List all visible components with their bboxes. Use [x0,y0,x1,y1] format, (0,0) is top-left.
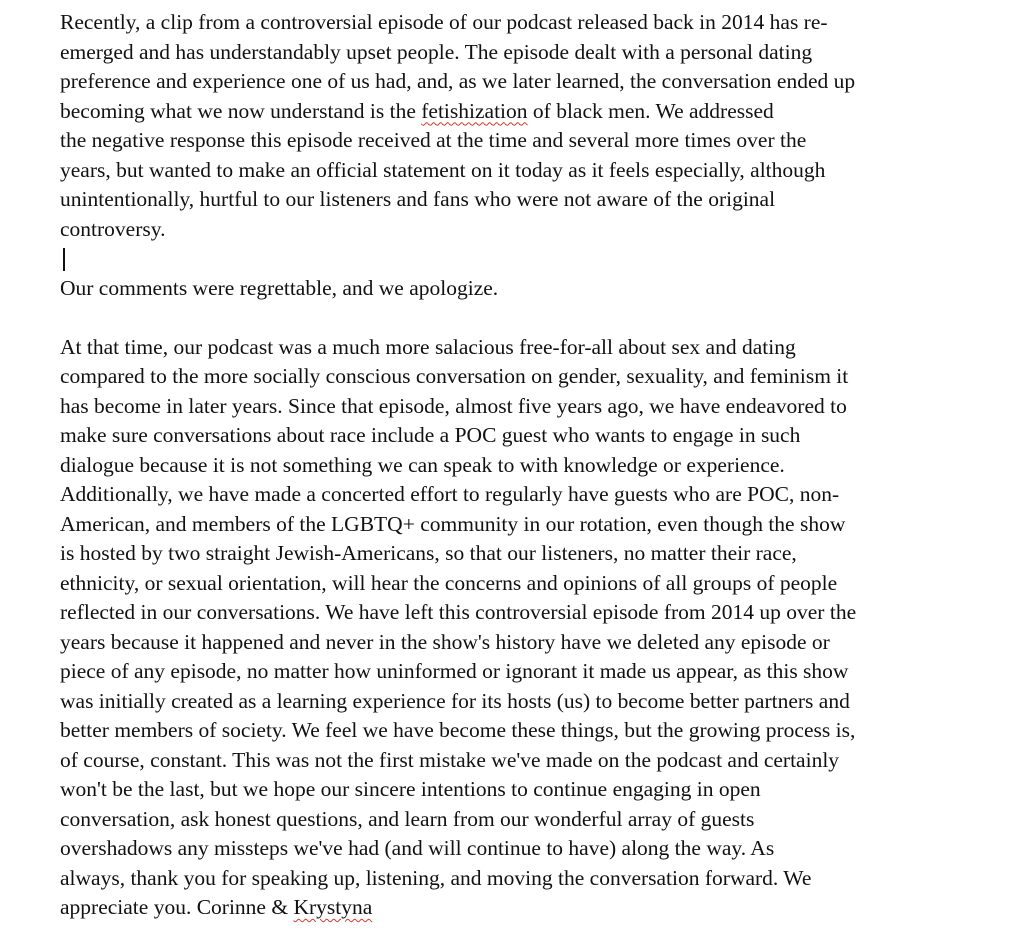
text-line: has become in later years. Since that episode, almost five years ago, we have endeavored to [60,393,847,418]
text-cursor [63,248,65,271]
text-line: always, thank you for speaking up, listening, and moving the conversation forward. We [60,865,812,890]
text-line [60,893,1010,923]
text-line: American, and members of the LGBTQ+ community in our rotation, even though the show [60,511,846,536]
spellcheck-flagged-word[interactable]: fetishization [421,98,528,123]
text-line: Recently, a clip from a controversial episode of our podcast released back in 2014 has re- [60,10,828,34]
text-line: unintentionally, hurtful to our listeners and fans who were not aware of the original [60,187,776,211]
spellcheck-flagged-word[interactable]: Krystyna [293,895,373,919]
paragraph-2 [60,274,1010,304]
text-line: compared to the more socially conscious conversation on gender, sexuality, and feminism it [60,364,849,388]
text-line: won't be the last, but we hope our sincere intentions to continue engaging in open [60,777,761,801]
text-line [60,97,1010,127]
text-line: piece of any episode, no matter how uninformed or ignorant it made us appear, as this show [60,659,849,683]
text-segment: of black men. We addressed [527,98,774,123]
text-line: controversy. [60,216,166,241]
text-line: dialogue because it is not something we can speak to with knowledge or experience. [60,452,785,477]
paragraph-1 [60,8,1010,244]
text-line: is hosted by two straight Jewish-Americans, so that our listeners, no matter their race, [60,541,797,565]
text-line: Additionally, we have made a concerted effort to regularly have guests who are POC, non- [60,482,840,506]
document-body[interactable] [60,8,1010,923]
text-line: the negative response this episode received at the time and several more times over the [60,128,807,152]
text-line: conversation, ask honest questions, and learn from our wonderful array of guests [60,806,755,831]
text-segment: appreciate you. Corinne & [60,895,294,919]
text-line: preference and experience one of us had, and, as we later learned, the conversation ended up [60,69,856,93]
text-line: better members of society. We feel we have become these things, but the growing process is, [60,718,856,742]
paragraph-3 [60,333,1010,923]
text-line: At that time, our podcast was a much more salacious free-for-all about sex and dating [60,334,796,359]
text-line: years, but wanted to make an official statement on it today as it feels especially, although [60,157,826,182]
text-line: ethnicity, or sexual orientation, will hear the concerns and opinions of all groups of people [60,570,838,595]
text-line: overshadows any missteps we've had (and will continue to have) along the way. As [60,836,775,860]
text-line: Our comments were regrettable, and we apologize. [60,275,499,300]
text-line: was initially created as a learning experience for its hosts (us) to become better partners and [60,688,850,713]
text-line: years because it happened and never in the show's history have we deleted any episode or [60,629,830,654]
text-line: emerged and has understandably upset people. The episode dealt with a personal dating [60,39,813,64]
text-line: reflected in our conversations. We have left this controversial episode from 2014 up over the [60,600,857,624]
text-segment: becoming what we now understand is the [60,98,422,123]
empty-line [60,303,1010,333]
text-line: of course, constant. This was not the first mistake we've made on the podcast and certainly [60,747,840,772]
text-line: make sure conversations about race include a POC guest who wants to engage in such [60,423,801,447]
empty-line [60,244,1010,274]
